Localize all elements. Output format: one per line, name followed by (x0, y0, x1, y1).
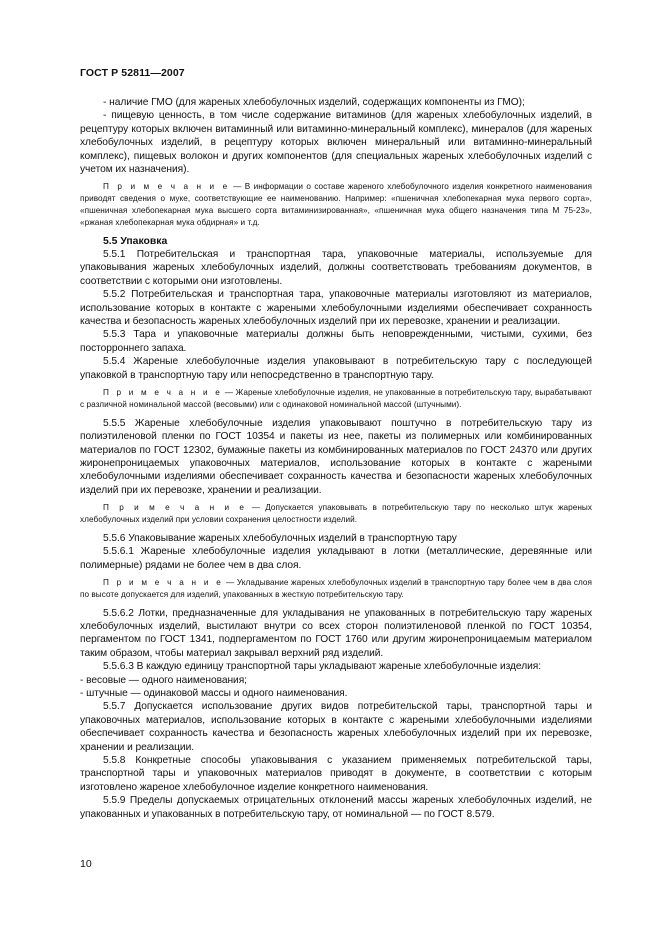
paragraph-5-5-6: 5.5.6 Упаковывание жареных хлебобулочных изделий в транспортную тару (103, 532, 457, 544)
paragraph-5-5-6-2: 5.5.6.2 Лотки, предназначенные для укладывания не упакованных в потребительскую тару жареных хлебобулочных изделий, выстилают внутри со всех сторон полиэтиленовой пленкой по ГОСТ 10354, пергаментом по ГОСТ 1341, подпергаментом по ГОСТ 1760 или другим жиронепроницаемым материалом таким образом, чтобы материал закрывал верхний ряд изделий. (80, 607, 592, 659)
note-text: — Жареные хлебобулочные изделия, не упакованные в потребительскую тару, вырабатывают с различной номинальной массой (весовыми) или с одинаковой номинальной массой (штучными). (80, 388, 592, 409)
document-body (80, 96, 592, 821)
note-label: П р и м е ч а н и е (103, 503, 247, 513)
page-number: 10 (80, 858, 92, 870)
paragraph-5-5-8: 5.5.8 Конкретные способы упаковывания с указанием применяемых потребительской тары, транспортной тары и упаковочных материалов приводят в документе, в соответствии с которым изготовлено жареное хлебобулочное изделие конкретного наименования. (80, 755, 592, 793)
list-item-weight: - весовые — одного наименования; (80, 674, 247, 686)
note-text: — В информации о составе жареного хлебобулочного изделия конкретного наименования приводят сведения о муке, соответствующие ее наименованию. Например: «пшеничная хлебопекарная мука первого сорта», «пшеничная хлебопекарная мука высшего сорта витаминизированная», «пшеничная мука общего назначения типа М 75-23», «ржаная хлебопекарная мука обдирная» и т.д. (80, 182, 592, 227)
document-header: ГОСТ Р 52811—2007 (80, 67, 185, 79)
note-layers (80, 577, 592, 601)
note-label: П р и м е ч а н и е (103, 577, 224, 587)
note-unpacked-products (80, 387, 592, 411)
note-text: — Укладывание жареных хлебобулочных изделий в транспортную тару более чем в два слоя по высоте допускается для изделий, упакованных в жесткую потребительскую тару. (80, 577, 592, 599)
paragraph-5-5-3: 5.5.3 Тара и упаковочные материалы должны быть неповрежденными, чистыми, сухими, без посторроннего запаха. (80, 329, 592, 354)
paragraph-5-5-7: 5.5.7 Допускается использование других видов потребительской тары, транспортной тары и упаковочных материалов, использование которых в контакте с жареными хлебобулочными изделиями обеспечивает сохранность качества и безопасность жареных хлебобулочных изделий при их перевозке, хранении и реализации. (80, 701, 592, 753)
paragraph-5-5-5: 5.5.5 Жареные хлебобулочные изделия упаковывают поштучно в потребительскую тару из полиэтиленовой пленки по ГОСТ 10354 и пакеты из нее, пакеты из полимерных или комбинированных материалов по ГОСТ 12302, бумажные пакеты из комбинированных материалов по ГОСТ 24370 или других жиронепроницаемых упаковочных материалов, использование которых в контакте с жареными хлебобулочными изделиями обеспечивает сохранность качества и безопасности жареных хлебобулочных изделий при их перевозке, хранении и реализации. (80, 417, 592, 496)
list-item-piece: - штучные — одинаковой массы и одного наименования. (80, 687, 348, 699)
note-label: П р и м е ч а н и е (103, 182, 230, 192)
note-label: П р и м е ч а н и е (103, 388, 223, 398)
paragraph-5-5-9: 5.5.9 Пределы допускаемых отрицательных отклонений массы жареных хлебобулочных изделий, не упакованных и упакованных в потребительскую тару, от номинальной — по ГОСТ 8.579. (80, 795, 592, 820)
note-multiple-pieces (80, 502, 592, 526)
note-flour-info (80, 181, 592, 228)
paragraph-5-5-2: 5.5.2 Потребительская и транспортная тара, упаковочные материалы изготовляют из материалов, использование которых в контакте с жареными хлебобулочными изделиями обеспечивает сохранность качества и безопасность жареных хлебобулочных изделий при их перевозке, хранении и реализации. (80, 289, 592, 328)
note-text: — Допускается упаковывать в потребительскую тару по несколько штук жареных хлебобулочных изделий при условии сохранения целостности изделий. (80, 503, 592, 524)
paragraph-nutrition: - пищевую ценность, в том числе содержание витаминов (для жареных хлебобулочных изделий, в рецептуру которых включен витаминный или витаминно-минеральный комплекс), минералов (для жареных хлебобулочных изделий, в рецептуру которых включен минеральный или витаминно-минеральный комплекс), пищевых волокон и других компонентов (для специальных жареных хлебобулочных изделий с учетом их назначения). (80, 110, 592, 176)
paragraph-gmo: - наличие ГМО (для жареных хлебобулочных изделий, содержащих компоненты из ГМО); (103, 97, 525, 108)
paragraph-5-5-4: 5.5.4 Жареные хлебобулочные изделия упаковывают в потребительскую тару с последующей упаковкой в транспортную тару или непосредственно в транспортную тару. (80, 356, 592, 381)
paragraph-5-5-1: 5.5.1 Потребительская и транспортная тара, упаковочные материалы, используемые для упаковывания жареных хлебобулочных изделий, должны соответствовать требованиям документов, в соответствии с которыми они изготовлены. (80, 249, 592, 287)
section-heading-packaging: 5.5 Упаковка (103, 235, 168, 247)
paragraph-5-5-6-3: 5.5.6.3 В каждую единицу транспортной тары укладывают жареные хлебобулочные изделия: (103, 661, 541, 673)
paragraph-5-5-6-1: 5.5.6.1 Жареные хлебобулочные изделия укладывают в лотки (металлические, деревянные или полимерные) рядами не более чем в два слоя. (80, 546, 592, 571)
